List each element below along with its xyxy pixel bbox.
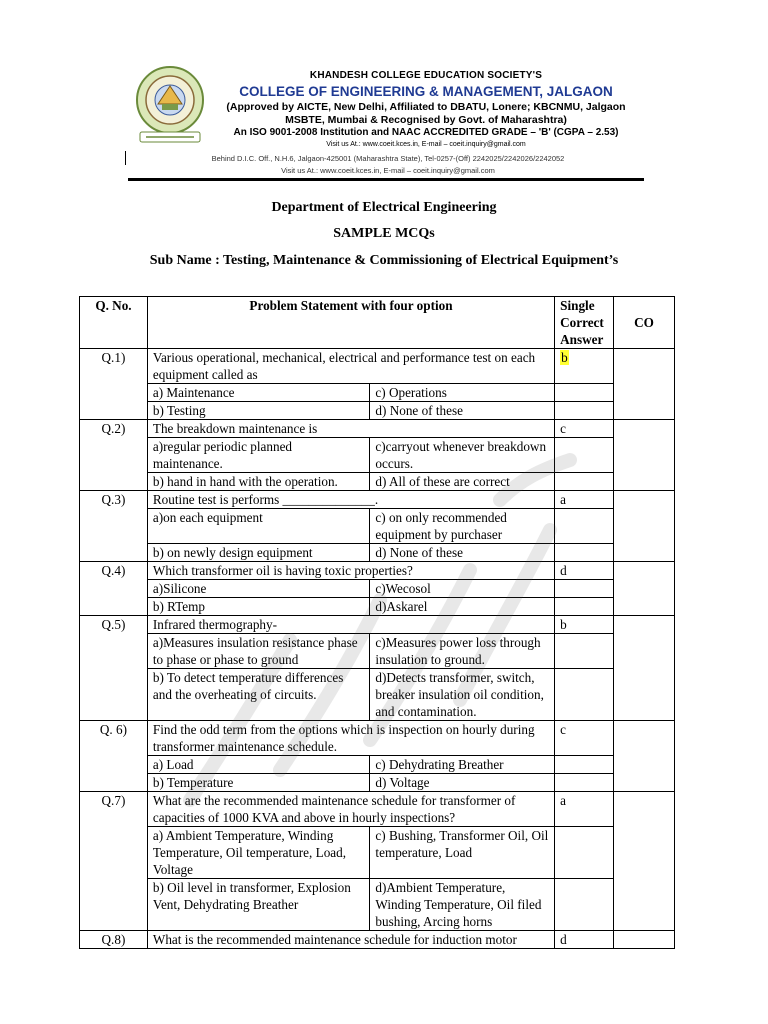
- question-row: [80, 491, 675, 509]
- question-text: Various operational, mechanical, electrical and performance test on each equipment called as: [147, 349, 554, 384]
- option-a: a)on each equipment: [147, 509, 370, 544]
- approval-line-1: (Approved by AICTE, New Delhi, Affiliated to DBATU, Lonere; KBCNMU, Jalgaon: [226, 101, 626, 113]
- answer-cell: c: [555, 721, 614, 756]
- option-row: [80, 473, 675, 491]
- option-d: d) Voltage: [370, 774, 555, 792]
- co-cell: [614, 562, 675, 616]
- answer-header-line: Correct: [560, 315, 604, 330]
- answer-cell-empty: [555, 827, 614, 879]
- question-number: Q. 6): [80, 721, 148, 792]
- question-number: Q.4): [80, 562, 148, 616]
- answer-header-line: Single: [560, 298, 595, 313]
- answer-cell-empty: [555, 402, 614, 420]
- co-cell: [614, 792, 675, 931]
- college-logo: [134, 64, 206, 146]
- option-a: a) Ambient Temperature, Winding Temperature, Oil temperature, Load, Voltage: [147, 827, 370, 879]
- subject-name: Sub Name : Testing, Maintenance & Commissioning of Electrical Equipment’s: [149, 253, 619, 268]
- question-row: [80, 562, 675, 580]
- answer-cell-empty: [555, 879, 614, 931]
- option-c: c) Bushing, Transformer Oil, Oil temperature, Load: [370, 827, 555, 879]
- question-number: Q.5): [80, 616, 148, 721]
- option-d: d) None of these: [370, 402, 555, 420]
- option-row: [80, 774, 675, 792]
- option-c: c) Dehydrating Breather: [370, 756, 555, 774]
- answer-cell: b: [555, 616, 614, 634]
- answer-cell-empty: [555, 774, 614, 792]
- department-title: Department of Electrical Engineering: [271, 200, 497, 215]
- header-divider: [128, 178, 644, 181]
- answer-highlighted: b: [561, 350, 568, 365]
- option-a: a)Measures insulation resistance phase to phase or phase to ground: [147, 634, 370, 669]
- answer-cell-empty: [555, 384, 614, 402]
- option-row: [80, 756, 675, 774]
- contact-line: Visit us At.: www.coeit.kces.in, E-mail – coeit.inquiry@gmail.com: [326, 141, 526, 148]
- answer-cell-empty: [555, 473, 614, 491]
- option-c: c) Operations: [370, 384, 555, 402]
- answer-cell-empty: [555, 580, 614, 598]
- question-row: [80, 420, 675, 438]
- answer-cell: [555, 349, 614, 384]
- option-c: c)carryout whenever breakdown occurs.: [370, 438, 555, 473]
- question-row: [80, 792, 675, 827]
- option-b: b) on newly design equipment: [147, 544, 370, 562]
- option-row: [80, 384, 675, 402]
- option-d: d) All of these are correct: [370, 473, 555, 491]
- question-row: [80, 349, 675, 384]
- option-a: a)Silicone: [147, 580, 370, 598]
- question-text: Find the odd term from the options which is inspection on hourly during transformer maintenance schedule.: [147, 721, 554, 756]
- table-header-row: [80, 297, 675, 349]
- option-row: [80, 634, 675, 669]
- question-text: What are the recommended maintenance schedule for transformer of capacities of 1000 KVA and above in hourly inspections?: [147, 792, 554, 827]
- option-b: b) Oil level in transformer, Explosion Vent, Dehydrating Breather: [147, 879, 370, 931]
- question-number: Q.3): [80, 491, 148, 562]
- co-cell: [614, 931, 675, 949]
- answer-cell: a: [555, 792, 614, 827]
- option-row: [80, 438, 675, 473]
- option-c: c)Wecosol: [370, 580, 555, 598]
- answer-cell-empty: [555, 669, 614, 721]
- question-row: [80, 721, 675, 756]
- option-d: d)Askarel: [370, 598, 555, 616]
- option-b: b) RTemp: [147, 598, 370, 616]
- question-text: The breakdown maintenance is: [147, 420, 554, 438]
- answer-cell: a: [555, 491, 614, 509]
- document-kind: SAMPLE MCQs: [333, 226, 435, 241]
- iso-accreditation: An ISO 9001-2008 Institution and NAAC ACCREDITED GRADE – 'B' (CGPA – 2.53): [233, 127, 619, 138]
- postal-address: Behind D.I.C. Off., N.H.6, Jalgaon-425001 (Maharashtra State), Tel-0257-(Off) 2242025/2242026/2242052: [211, 154, 565, 163]
- answer-cell: c: [555, 420, 614, 438]
- answer-cell-empty: [555, 544, 614, 562]
- contact-line-2: Visit us At.: www.coeit.kces.in, E-mail – coeit.inquiry@gmail.com: [281, 166, 495, 175]
- question-number: Q.7): [80, 792, 148, 931]
- option-row: [80, 580, 675, 598]
- question-text: What is the recommended maintenance schedule for induction motor: [147, 931, 554, 949]
- option-b: b) Temperature: [147, 774, 370, 792]
- option-c: c)Measures power loss through insulation to ground.: [370, 634, 555, 669]
- answer-header-line: Answer: [560, 332, 604, 347]
- co-cell: [614, 616, 675, 721]
- co-cell: [614, 721, 675, 792]
- option-a: a) Maintenance: [147, 384, 370, 402]
- question-row: [80, 616, 675, 634]
- question-text: Routine test is performs ______________.: [147, 491, 554, 509]
- option-row: [80, 402, 675, 420]
- option-d: d) None of these: [370, 544, 555, 562]
- approval-line-2: MSBTE, Mumbai & Recognised by Govt. of Maharashtra): [285, 114, 567, 126]
- option-row: [80, 544, 675, 562]
- answer-cell-empty: [555, 634, 614, 669]
- question-text: Infrared thermography-: [147, 616, 554, 634]
- option-row: [80, 598, 675, 616]
- col-header-qno: Q. No.: [80, 297, 148, 349]
- option-row: [80, 879, 675, 931]
- answer-cell-empty: [555, 509, 614, 544]
- co-cell: [614, 349, 675, 420]
- question-number: Q.2): [80, 420, 148, 491]
- col-header-statement: Problem Statement with four option: [147, 297, 554, 349]
- college-name: COLLEGE OF ENGINEERING & MANAGEMENT, JALGAON: [239, 84, 613, 99]
- option-b: b) Testing: [147, 402, 370, 420]
- option-d: d)Ambient Temperature, Winding Temperature, Oil filed bushing, Arcing horns: [370, 879, 555, 931]
- col-header-co: CO: [614, 297, 675, 349]
- margin-mark: [125, 151, 126, 165]
- option-row: [80, 669, 675, 721]
- col-header-answer: [555, 297, 614, 349]
- answer-cell: d: [555, 562, 614, 580]
- answer-cell-empty: [555, 598, 614, 616]
- answer-cell-empty: [555, 756, 614, 774]
- society-name: KHANDESH COLLEGE EDUCATION SOCIETY'S: [309, 70, 543, 81]
- option-d: d)Detects transformer, switch, breaker insulation oil condition, and contamination.: [370, 669, 555, 721]
- option-a: a)regular periodic planned maintenance.: [147, 438, 370, 473]
- question-number: Q.8): [80, 931, 148, 949]
- answer-cell-empty: [555, 438, 614, 473]
- question-row: [80, 931, 675, 949]
- option-c: c) on only recommended equipment by purchaser: [370, 509, 555, 544]
- co-cell: [614, 420, 675, 491]
- co-cell: [614, 491, 675, 562]
- question-text: Which transformer oil is having toxic properties?: [147, 562, 554, 580]
- option-a: a) Load: [147, 756, 370, 774]
- mcq-table: [79, 296, 675, 949]
- option-b: b) To detect temperature differences and the overheating of circuits.: [147, 669, 370, 721]
- answer-cell: d: [555, 931, 614, 949]
- option-row: [80, 827, 675, 879]
- question-number: Q.1): [80, 349, 148, 420]
- option-b: b) hand in hand with the operation.: [147, 473, 370, 491]
- option-row: [80, 509, 675, 544]
